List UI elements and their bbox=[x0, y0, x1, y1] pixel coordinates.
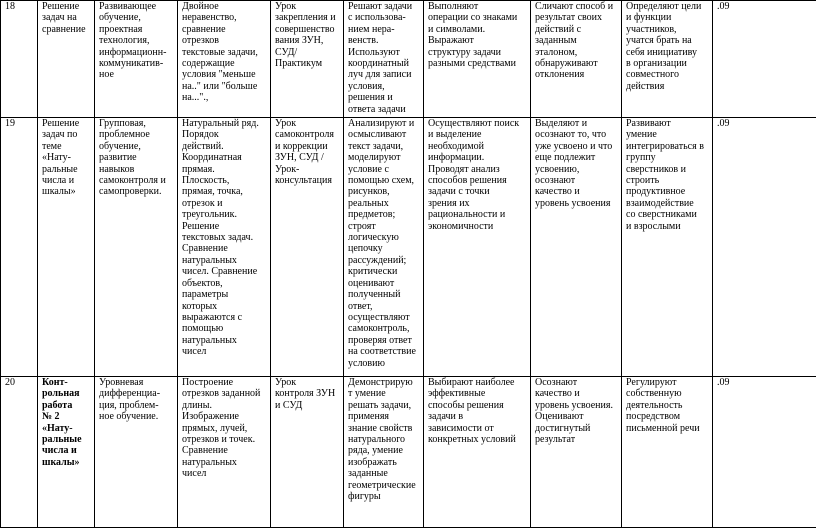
table-row bbox=[1, 377, 816, 528]
communicative-uud-cell: Регулируют собственную деятельность посредством письменной речи bbox=[622, 377, 713, 528]
date-cell: .09 bbox=[713, 377, 816, 528]
technology-cell: Уровневая дифференциа- ция, проблем- ное обучение. bbox=[95, 377, 178, 528]
topic-cell: Решение задач по теме «Нату- ральные числа и шкалы» bbox=[38, 118, 95, 377]
lesson-number-cell: 19 bbox=[1, 118, 38, 377]
lesson-type-cell: Урок самоконтроля и коррекции ЗУН, СУД / Урок- консультация bbox=[271, 118, 344, 377]
cognitive-uud-cell: Выполняют операции со знаками и символами. Выражают структуру задачи разными средствами bbox=[424, 1, 531, 118]
content-cell: Построение отрезков заданной длины. Изображение прямых, лучей, отрезков и точек. Сравнение натуральных чисел bbox=[178, 377, 271, 528]
topic-cell: Конт- рольная работа № 2 «Нату- ральные числа и шкалы» bbox=[38, 377, 95, 528]
regulative-uud-cell: Выделяют и осознают то, что уже усвоено и что еще подлежит усвоению, осознают качество и уровень усвоения bbox=[531, 118, 622, 377]
date-cell: .09 bbox=[713, 1, 816, 118]
regulative-uud-cell: Осознают качество и уровень усвоения. Оценивают достигнутый результат bbox=[531, 377, 622, 528]
lesson-number-cell: 20 bbox=[1, 377, 38, 528]
table-row bbox=[1, 1, 816, 118]
communicative-uud-cell: Развивают умение интегрироваться в группу сверстников и строить продуктивное взаимодействие со сверстниками и взрослыми bbox=[622, 118, 713, 377]
cognitive-uud-cell: Выбирают наиболее эффективные способы решения задачи в зависимости от конкретных условий bbox=[424, 377, 531, 528]
student-activity-cell: Анализируют и осмысливают текст задачи, моделируют условие с помощью схем, рисунков, реальных предметов; строят логическую цепочку рассуждений; критически оценивают полученный ответ, осуществляют самоконтроль, проверяя ответ на соответствие условию bbox=[344, 118, 424, 377]
technology-cell: Групповая, проблемное обучение, развитие навыков самоконтроля и самопроверки. bbox=[95, 118, 178, 377]
content-cell: Натуральный ряд. Порядок действий. Координатная прямая. Плоскость, прямая, точка, отрезок и треугольник. Решение текстовых задач. Сравнение натуральных чисел. Сравнение объектов, параметры которых выражаются с помощью натуральных чисел bbox=[178, 118, 271, 377]
lesson-type-cell: Урок контроля ЗУН и СУД bbox=[271, 377, 344, 528]
technology-cell: Развивающее обучение, проектная технология, информационн- коммуникатив- ное bbox=[95, 1, 178, 118]
student-activity-cell: Решают задачи с использова- нием нера- венств. Используют координатный луч для записи условия, решения и ответа задачи bbox=[344, 1, 424, 118]
student-activity-cell: Демонстрирую т умение решать задачи, применяя знание свойств натурального ряда, умение изображать заданные геометрические фигуры bbox=[344, 377, 424, 528]
lesson-type-cell: Урок закрепления и совершенство вания ЗУН, СУД/ Практикум bbox=[271, 1, 344, 118]
communicative-uud-cell: Определяют цели и функции участников, учатся брать на себя инициативу в организации совместного действия bbox=[622, 1, 713, 118]
regulative-uud-cell: Сличают способ и результат своих действий с заданным эталоном, обнаруживают отклонения bbox=[531, 1, 622, 118]
table-row bbox=[1, 118, 816, 377]
date-cell: .09 bbox=[713, 118, 816, 377]
topic-cell: Решение задач на сравнение bbox=[38, 1, 95, 118]
cognitive-uud-cell: Осуществляют поиск и выделение необходимой информации. Проводят анализ способов решения задачи с точки зрения их рациональности и экономичности bbox=[424, 118, 531, 377]
content-cell: Двойное неравенство, сравнение отрезков текстовые задачи, содержащие условия "меньше на.." или "больше на..."., bbox=[178, 1, 271, 118]
lesson-number-cell: 18 bbox=[1, 1, 38, 118]
